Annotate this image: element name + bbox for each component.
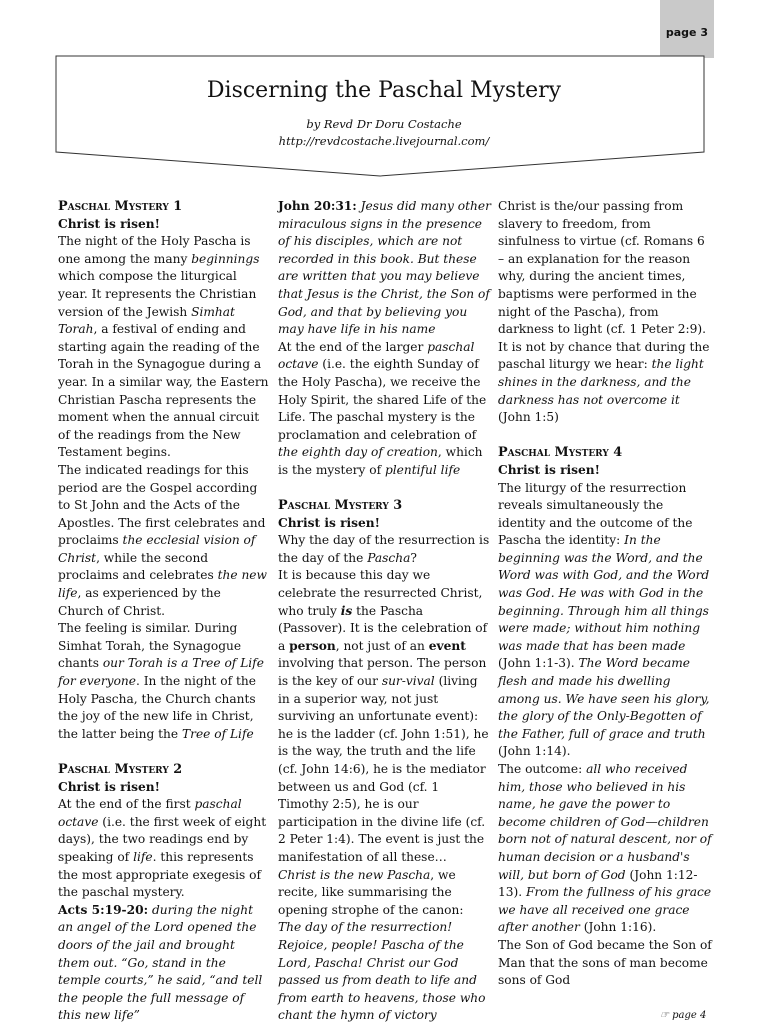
paragraph: At the end of the first paschal octave (i.e. the first week of eight days), the two readings end by speaking of life. this represents the most appropriate exegesis of the paschal mystery. (58, 797, 267, 900)
section-heading-3: Paschal Mystery 3 (278, 498, 403, 514)
next-page-label: page 4 (672, 1010, 707, 1021)
byline (0, 116, 768, 150)
section-heading-4: Paschal Mystery 4 (498, 445, 623, 461)
paragraph: Christ is the new Pascha, we recite, like summarising the opening strophe of the canon: (278, 867, 464, 917)
paragraph: The liturgy of the resurrection reveals simultaneously the identity and the outcome of the Pascha the identity: In the beginning was the Word, and the Word was with God, and the Word was God. He was with God in the beginning. Through him all things were made; without him nothing was made that has been made (John 1:1-3). The Word became flesh and made his dwelling among us. We have seen his glory, the glory of the Only-Begotten of the Father, full of grace and truth (John 1:14). (498, 480, 710, 759)
section-heading-2: Paschal Mystery 2 (58, 762, 183, 777)
paragraph: Christ is the/our passing from slavery to freedom, from sinfulness to virtue (cf. Romans 6 – an explanation for the reason why, during the ancient times, baptisms were performed in the night of the Pascha), from darkness to light (cf. 1 Peter 2:9). It is not by chance that during the paschal liturgy we hear: the light shines in the darkness, and the darkness has not overcome it (John 1:5) (498, 199, 710, 425)
page-number: page 3 (665, 26, 708, 39)
paragraph: John 20:31: Jesus did many other miraculous signs in the presence of his disciples, which are not recorded in this book. But these are written that you may believe that Jesus is the Christ, the Son of God, and that by believing you may have life in his name (278, 199, 491, 337)
paragraph: The night of the Holy Pascha is one among the many beginnings which compose the liturgical year. It represents the Christian version of the Jewish Simhat Torah, a festival of ending and starting again the reading of the Torah in the Synagogue during a year. In a similar way, the Eastern Christian Pascha represents the moment when the annual circuit of the readings from the New Testament begins. (58, 234, 269, 460)
page-title: Discerning the Paschal Mystery (206, 78, 562, 103)
section-subheading: Christ is risen! (278, 515, 380, 530)
paragraph: The Son of God became the Son of Man that the sons of man become sons of God (498, 937, 712, 988)
paragraph: At the end of the larger paschal octave (i.e. the eighth Sunday of the Holy Pascha), we receive the Holy Spirit, the shared Life of the Life. The paschal mystery is the proclamation and celebration of the eighth day of creation, which is the mystery of plentiful life (278, 339, 487, 477)
paragraph: It is because this day we celebrate the resurrected Christ, who truly is the Pascha (Passover). It is the celebration of a person, not just of an event involving that person. The person is the key of our sur-vival (living in a superior way, not just surviving an unfortunate event): he is the ladder (cf. John 1:51), he is the way, the truth and the life (cf. John 14:6), he is the mediator between us and God (cf. 1 Timothy 2:5), he is our participation in the divine life (cf. 2 Peter 1:4). The event is just the manifestation of all these… (278, 568, 489, 864)
paragraph: The indicated readings for this period are the Gospel according to St John and the Acts of the Apostles. The first celebrates and proclaims the ecclesial vision of Christ, while the second proclaims and celebrates the new life, as experienced by the Church of Christ. (58, 462, 267, 618)
paragraph: The feeling is similar. During Simhat Torah, the Synagogue chants our Torah is a Tree of Life for everyone. In the night of the Holy Pascha, the Church chants the joy of the new life in Christ, the latter being the Tree of Life (58, 621, 264, 741)
author: by Revd Dr Doru Costache (306, 117, 462, 131)
paragraph: Why the day of the resurrection is the day of the Pascha? (278, 533, 490, 565)
paragraph: The day of the resurrection! Rejoice, people! Pascha of the Lord, Pascha! Christ our God passed us from death to life and from earth to heavens, those who chant the hymn of victory (278, 920, 486, 1023)
author-url[interactable]: http://revdcostache.livejournal.com/ (278, 134, 490, 148)
section-subheading: Christ is risen! (58, 779, 160, 794)
paragraph: Acts 5:19-20: during the night an angel of the Lord opened the doors of the jail and brought them out. “Go, stand in the temple courts,” he said, “and tell the people the full message of this new life” (58, 902, 263, 1023)
pointing-hand-icon: ☞ (660, 1010, 669, 1021)
section-subheading: Christ is risen! (58, 216, 160, 231)
column-3 (498, 198, 712, 990)
section-subheading: Christ is risen! (498, 462, 600, 477)
next-page-link[interactable] (660, 1010, 706, 1021)
title-banner (40, 50, 720, 180)
column-2 (278, 198, 492, 1025)
section-heading-1: Paschal Mystery 1 (58, 199, 183, 214)
paragraph: The outcome: all who received him, those who believed in his name, he gave the power to become children of God—children born not of natural descent, nor of human decision or a husband's will, but born of God (John 1:12-13). From the fullness of his grace we have all received one grace after another (John 1:16). (498, 762, 712, 935)
banner-frame (40, 50, 720, 180)
column-1 (58, 198, 270, 1025)
